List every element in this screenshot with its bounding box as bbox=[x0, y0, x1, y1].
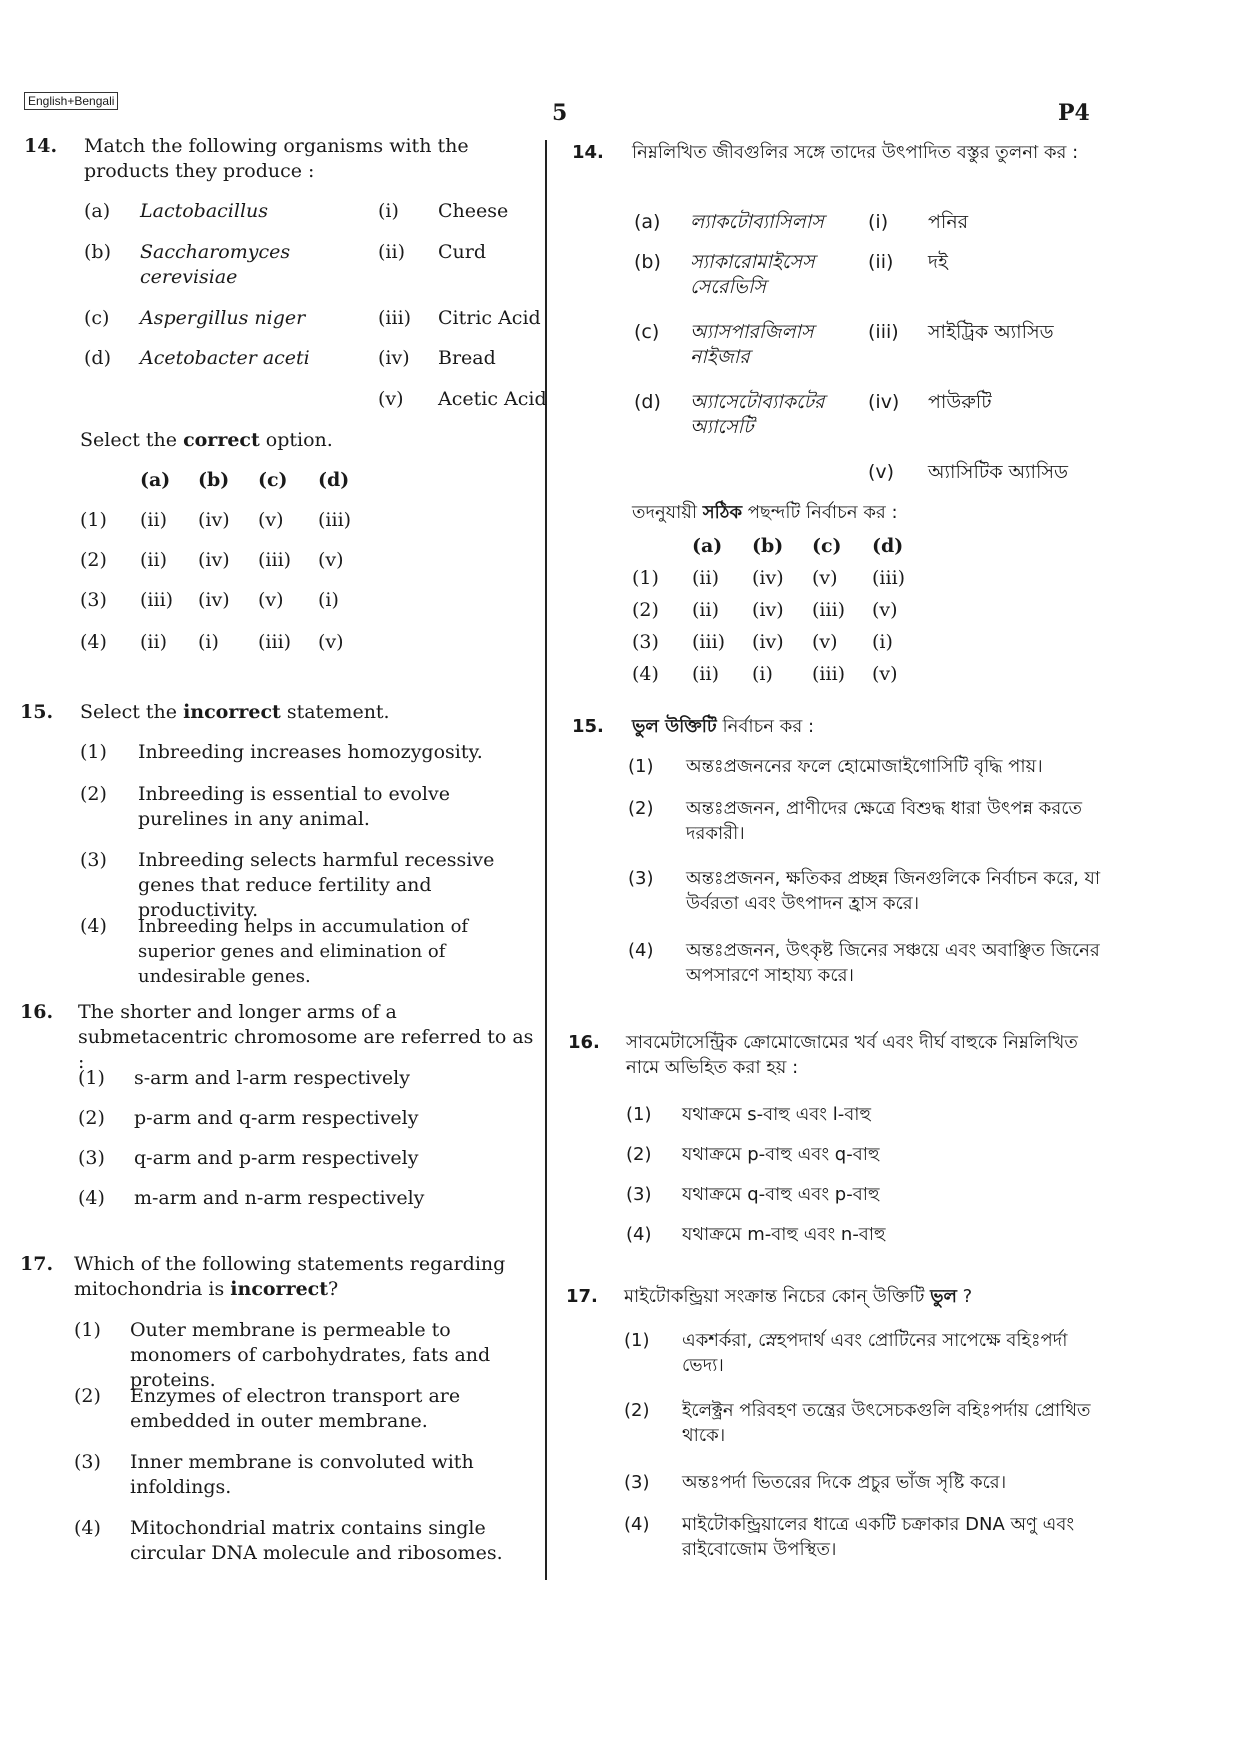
organism: Aspergillus niger bbox=[140, 307, 306, 329]
product: Bread bbox=[438, 347, 496, 369]
question-text: নিম্নলিখিত জীবগুলির সঙ্গে তাদের উৎপাদিত বস্তুর তুলনা কর : bbox=[632, 142, 1079, 163]
product: Acetic Acid bbox=[438, 388, 547, 410]
question-number: 14. bbox=[572, 142, 604, 163]
match-label: (v) bbox=[378, 388, 404, 410]
answer-header: (a) bbox=[692, 535, 723, 557]
question-number: 17. bbox=[20, 1253, 54, 1275]
organism: অ্যাসপারজিলাস নাইজার bbox=[690, 321, 814, 368]
match-label: (d) bbox=[84, 347, 111, 369]
match-label: (i) bbox=[868, 211, 889, 233]
match-label: (d) bbox=[634, 391, 661, 413]
match-label: (v) bbox=[868, 461, 895, 483]
question-text: সাবমেটাসেন্ট্রিক ক্রোমোজোমের খর্ব এবং দীর্ঘ বাহুকে নিম্নলিখিত নামে অভিহিত করা হয় : bbox=[626, 1032, 1078, 1078]
match-label: (ii) bbox=[378, 241, 405, 263]
organism: Lactobacillus bbox=[140, 200, 269, 222]
answer-header: (b) bbox=[198, 469, 230, 491]
answer-header: (b) bbox=[752, 535, 784, 557]
answer-header: (a) bbox=[140, 469, 171, 491]
organism: অ্যাসেটোব্যাকটের অ্যাসেটি bbox=[690, 391, 825, 438]
product: Cheese bbox=[438, 200, 509, 222]
question-text: মাইটোকন্ড্রিয়া সংক্রান্ত নিচের কোন্ উক্তিটি ভুল ? bbox=[624, 1286, 973, 1307]
question-number: 17. bbox=[566, 1286, 598, 1307]
question-text: Match the following organisms with the products they produce : bbox=[84, 135, 469, 182]
match-label: (b) bbox=[84, 241, 111, 263]
match-label: (b) bbox=[634, 251, 661, 273]
match-label: (iv) bbox=[378, 347, 410, 369]
question-number: 14. bbox=[24, 135, 58, 157]
select-instruction: তদনুযায়ী সঠিক পছন্দটি নির্বাচন কর : bbox=[632, 502, 898, 523]
answer-header: (d) bbox=[872, 535, 904, 557]
booklet-code: P4 bbox=[1058, 100, 1090, 126]
answer-header: (d) bbox=[318, 469, 350, 491]
product: Curd bbox=[438, 241, 487, 263]
match-label: (iv) bbox=[868, 391, 900, 413]
column-divider bbox=[545, 140, 547, 1580]
match-label: (c) bbox=[634, 321, 660, 343]
question-number: 15. bbox=[20, 701, 54, 723]
organism: ল্যাকটোব্যাসিলাস bbox=[690, 211, 824, 233]
question-number: 15. bbox=[572, 716, 604, 737]
product: অ্যাসিটিক অ্যাসিড bbox=[928, 461, 1069, 483]
product: সাইট্রিক অ্যাসিড bbox=[928, 321, 1054, 343]
select-instruction: Select the correct option. bbox=[80, 429, 333, 451]
organism: Saccharomyces cerevisiae bbox=[140, 241, 291, 288]
match-label: (c) bbox=[84, 307, 110, 329]
product: দই bbox=[928, 251, 948, 273]
answer-header: (c) bbox=[812, 535, 842, 557]
product: পাউরুটি bbox=[928, 391, 992, 413]
question-text: The shorter and longer arms of a submetacentric chromosome are referred to as : bbox=[78, 1001, 534, 1073]
answer-header: (c) bbox=[258, 469, 288, 491]
match-label: (iii) bbox=[868, 321, 899, 343]
match-label: (i) bbox=[378, 200, 399, 222]
page-number: 5 bbox=[552, 100, 568, 126]
question-number: 16. bbox=[568, 1032, 600, 1053]
question-text: Which of the following statements regarding mitochondria is incorrect? bbox=[74, 1253, 506, 1300]
match-label: (a) bbox=[634, 211, 661, 233]
organism: স্যাকারোমাইসেস সেরেভিসি bbox=[690, 251, 815, 298]
language-tag: English+Bengali bbox=[24, 92, 118, 110]
product: Citric Acid bbox=[438, 307, 541, 329]
match-label: (ii) bbox=[868, 251, 894, 273]
organism: Acetobacter aceti bbox=[140, 347, 310, 369]
match-label: (a) bbox=[84, 200, 111, 222]
match-label: (iii) bbox=[378, 307, 412, 329]
question-text: Select the incorrect statement. bbox=[80, 701, 390, 723]
product: পনির bbox=[928, 211, 969, 233]
question-number: 16. bbox=[20, 1001, 54, 1023]
question-text: ভুল উক্তিটি নির্বাচন কর : bbox=[632, 716, 815, 737]
